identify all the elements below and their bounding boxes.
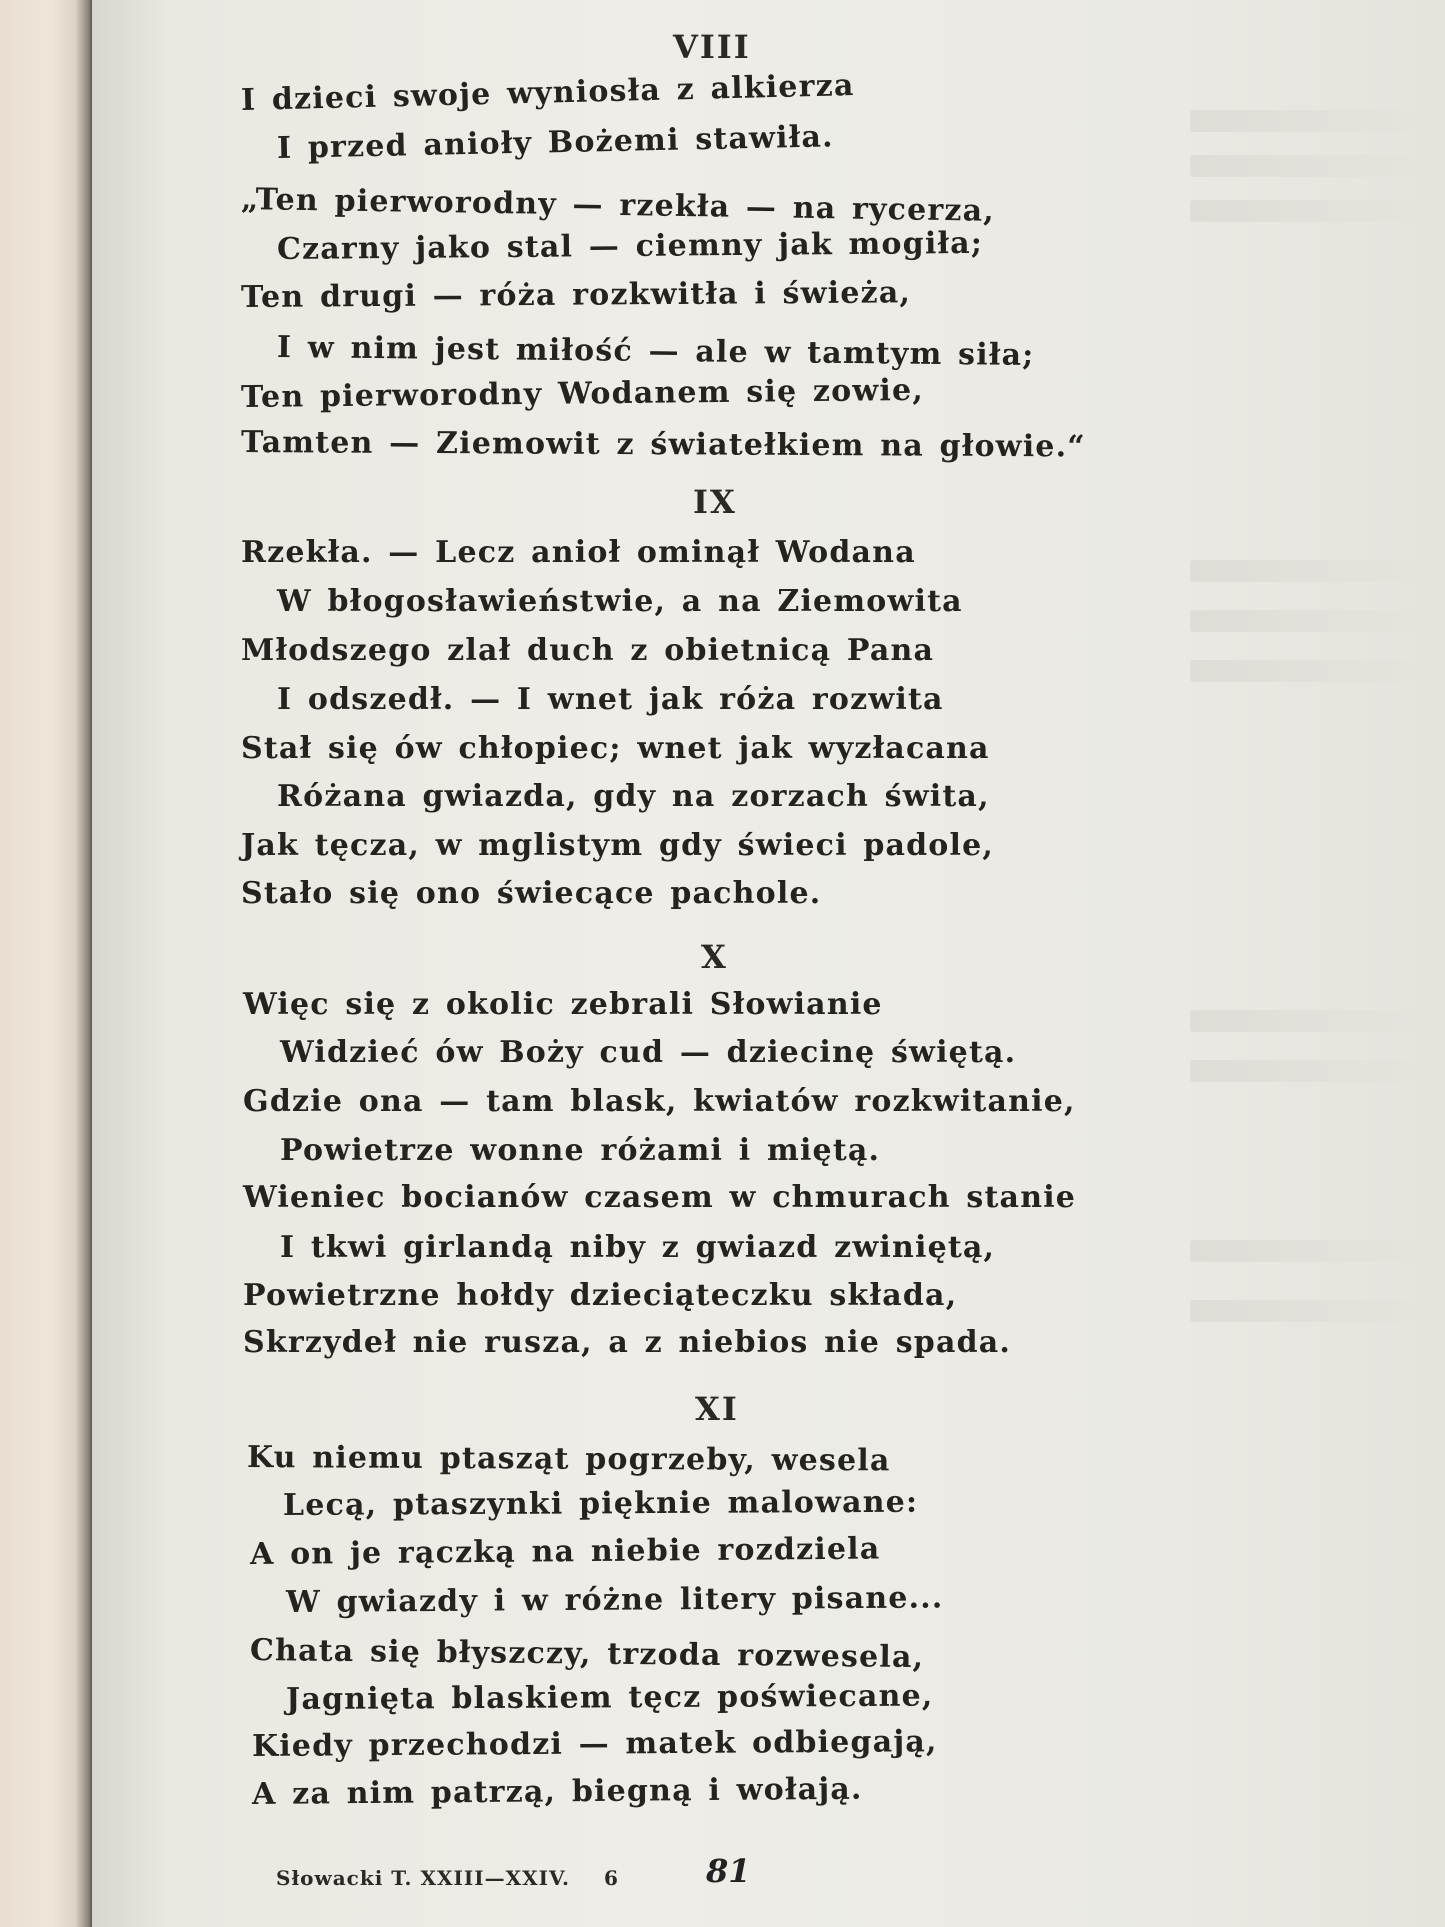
verse-line: A za nim patrzą, biegną i wołają. — [251, 1771, 863, 1812]
verse-line: Widzieć ów Boży cud — dziecinę świętą. — [280, 1035, 1017, 1070]
verse-line: Więc się z okolic zebrali Słowianie — [243, 987, 883, 1022]
show-through-mark — [1190, 1010, 1430, 1032]
show-through-mark — [1190, 200, 1430, 222]
verse-line: Lecą, ptaszynki pięknie malowane: — [282, 1484, 919, 1523]
stanza-number: X — [701, 938, 728, 976]
verse-line: A on je rączką na niebie rozdziela — [249, 1531, 881, 1572]
verse-line: Różana gwiazda, gdy na zorzach świta, — [277, 779, 990, 814]
verse-line: I tkwi girlandą niby z gwiazd zwiniętą, — [280, 1230, 996, 1265]
show-through-mark — [1190, 110, 1430, 132]
verse-line: Młodszego zlał duch z obietnicą Pana — [241, 633, 935, 668]
show-through-mark — [1190, 610, 1430, 632]
verse-line: Wieniec bocianów czasem w chmurach stanie — [243, 1180, 1077, 1215]
verse-line: I przed anioły Bożemi stawiła. — [276, 119, 835, 166]
signature-text: Słowacki T. XXIII—XXIV. — [276, 1866, 570, 1890]
verse-line: Czarny jako stal — ciemny jak mogiła; — [276, 225, 984, 267]
verse-line: Ten pierworodny Wodanem się zowie, — [240, 372, 925, 415]
page-number: 81 — [706, 1852, 751, 1890]
verse-line: Tamten — Ziemowit z światełkiem na głowie.“ — [240, 425, 1086, 465]
verse-line: W gwiazdy i w różne litery pisane... — [285, 1580, 944, 1620]
verse-line: Stało się ono świecące pachole. — [241, 876, 822, 911]
verse-line: I odszedł. — I wnet jak róża rozwita — [277, 682, 944, 717]
verse-line: Gdzie ona — tam blask, kwiatów rozkwitanie, — [243, 1084, 1076, 1119]
verse-line: Skrzydeł nie rusza, a z niebios nie spada. — [243, 1325, 1012, 1360]
show-through-mark — [1190, 660, 1430, 682]
verse-line: Jagnięta blaskiem tęcz poświecane, — [285, 1678, 934, 1717]
verse-line: Ten drugi — róża rozkwitła i świeża, — [240, 275, 912, 315]
verse-line: Jak tęcza, w mglistym gdy świeci padole, — [241, 828, 995, 863]
printer-signature — [276, 1866, 619, 1890]
show-through-mark — [1190, 560, 1430, 582]
stanza-number: XI — [695, 1390, 739, 1428]
stanza-number: VIII — [673, 28, 751, 66]
show-through-mark — [1190, 1240, 1430, 1262]
verse-line: Powietrzne hołdy dzieciąteczku składa, — [243, 1278, 958, 1313]
stanza-number: IX — [693, 483, 737, 521]
show-through-mark — [1190, 1300, 1430, 1322]
verse-line: I w nim jest miłość — ale w tamtym siła; — [276, 330, 1035, 373]
verse-line: W błogosławieństwie, a na Ziemowita — [277, 584, 963, 619]
show-through-mark — [1190, 1060, 1430, 1082]
verse-line: Rzekła. — Lecz anioł ominął Wodana — [241, 535, 916, 570]
verse-line: Powietrze wonne różami i miętą. — [280, 1133, 881, 1168]
verse-line: Ku niemu ptasząt pogrzeby, wesela — [246, 1440, 891, 1479]
verse-line: Chata się błyszczy, trzoda rozwesela, — [249, 1633, 925, 1676]
sheet-number: 6 — [603, 1866, 619, 1890]
show-through-mark — [1190, 155, 1430, 177]
verse-line: Kiedy przechodzi — matek odbiegają, — [251, 1724, 938, 1764]
facing-page-edge — [0, 0, 92, 1927]
verse-line: „Ten pierworodny — rzekła — na rycerza, — [240, 182, 996, 229]
verse-line: I dzieci swoje wyniosła z alkierza — [240, 68, 855, 118]
verse-line: Stał się ów chłopiec; wnet jak wyzłacana — [241, 731, 990, 766]
